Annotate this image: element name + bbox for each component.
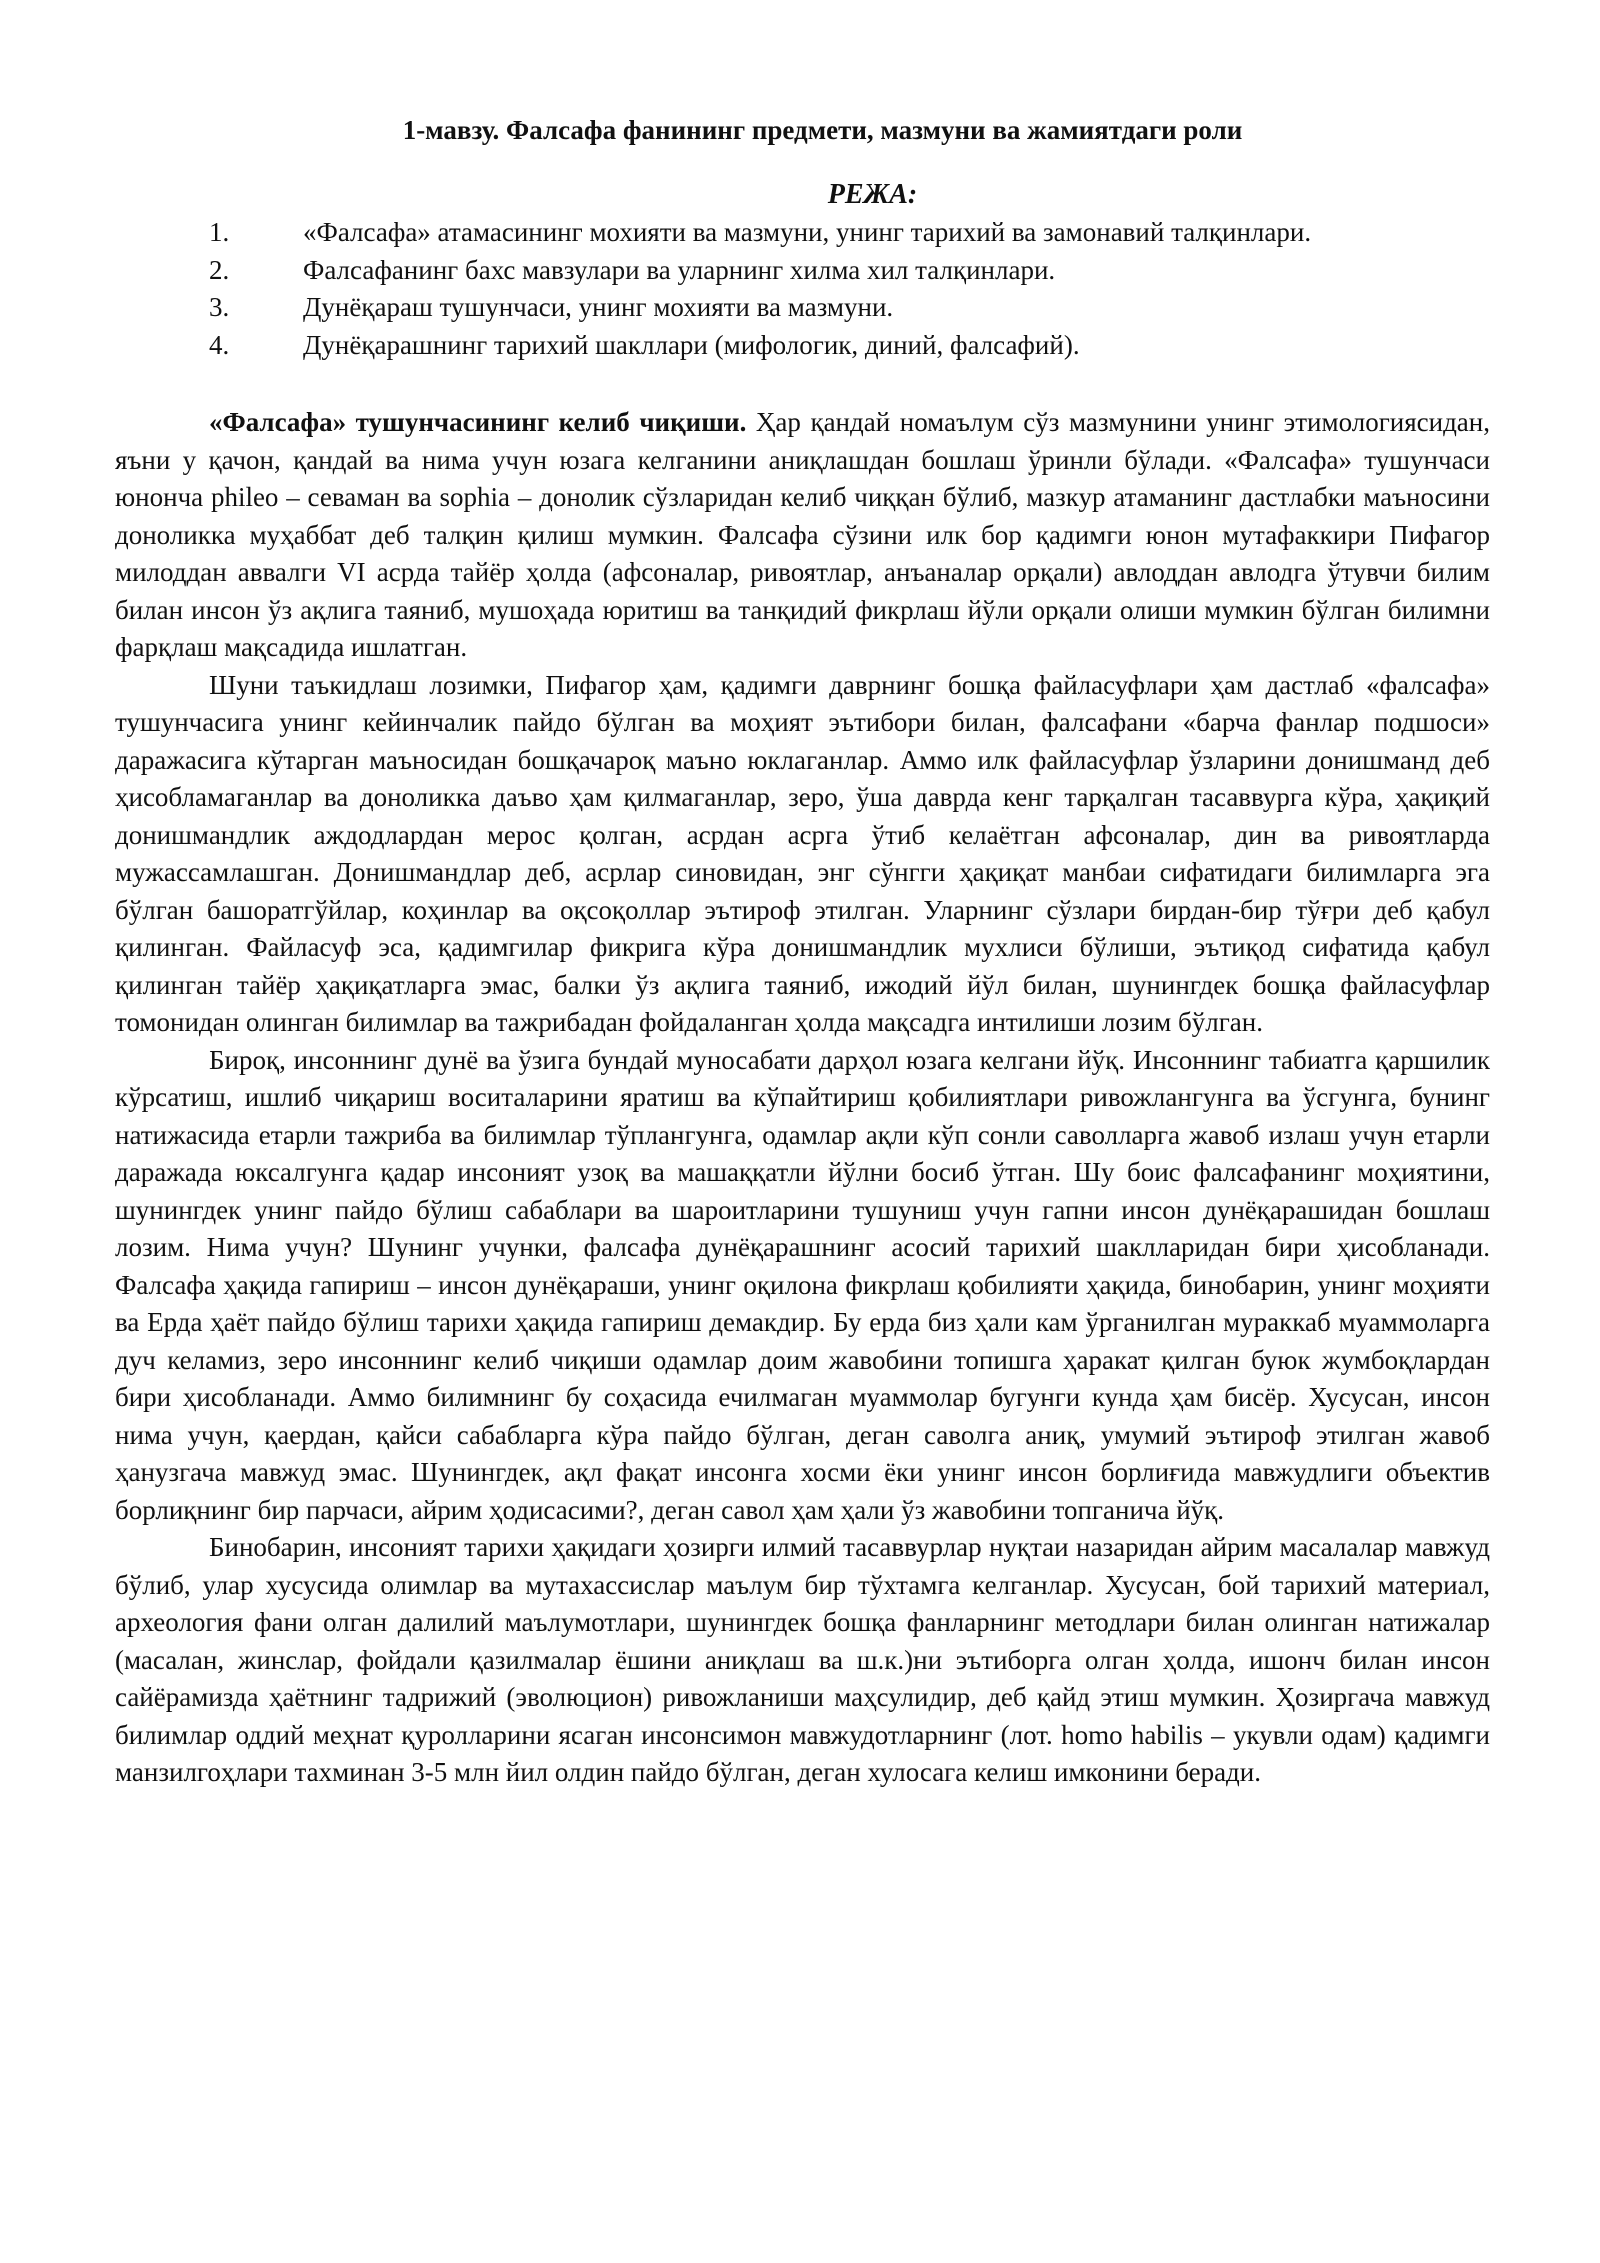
- document-content: [115, 112, 1490, 1792]
- plan-item-text: «Фалсафа» атамасининг мохияти ва мазмуни, унинг тарихий ва замонавий талқинлари.: [303, 217, 1312, 247]
- plan-item: [115, 327, 1490, 365]
- plan-item: [115, 214, 1490, 252]
- plan-list: [115, 214, 1490, 364]
- body-paragraph: [115, 1042, 1490, 1530]
- paragraph-text: Бинобарин, инсоният тарихи ҳақидаги ҳозирги илмий тасаввурлар нуқтаи назаридан айрим масалалар мавжуд бўлиб, улар хусусида олимлар ва мутахассислар маълум бир тўхтамга келганлар. Хусусан, бой тарихий материал, археология фани олган далилий маълумотлари, шунингдек бошқа фанларнинг методлари билан олинган натижалар (масалан, жинслар, фойдали қазилмалар ёшини аниқлаш ва ш.к.)ни эътиборга олган ҳолда, ишонч билан инсон сайёрамизда ҳаётнинг тадрижий (эволюцион) ривожланиши маҳсулидир, деб қайд этиш мумкин. Ҳозиргача мавжуд билимлар оддий меҳнат қуролларини ясаган инсонсимон мавжудотларнинг (лот. homo habilis – укувли одам) қадимги манзилгоҳлари тахминан 3-5 млн йил олдин пайдо бўлган, деган хулосага келиш имконини беради.: [115, 1532, 1490, 1787]
- plan-item: [115, 289, 1490, 327]
- plan-item: [115, 252, 1490, 290]
- paragraph-text: Шуни таъкидлаш лозимки, Пифагор ҳам, қадимги даврнинг бошқа файласуфлари ҳам дастлаб «фалсафа» тушунчасига унинг кейинчалик пайдо бўлган ва моҳият эътибори билан, фалсафани «барча фанлар подшоси» даражасига кўтарган маъносидан бошқачароқ маъно юклаганлар. Аммо илк файласуфлар ўзларини донишманд деб ҳисобламаганлар ва доноликка даъво ҳам қилмаганлар, зеро, ўша даврда кенг тарқалган тасаввурга кўра, ҳақиқий донишмандлик аждодлардан мерос қолган, асрдан асрга ўтиб келаётган афсоналар, дин ва ривоятларда мужассамлашган. Донишмандлар деб, асрлар синовидан, энг сўнгги ҳақиқат манбаи сифатидаги билимларга эга бўлган башоратгўйлар, коҳинлар ва оқсоқоллар эътироф этилган. Уларнинг сўзлари бирдан-бир тўғри деб қабул қилинган. Файласуф эса, қадимгилар фикрига кўра донишмандлик мухлиси бўлиши, эътиқод сифатида қабул қилинган тайёр ҳақиқатларга эмас, балки ўз ақлига таяниб, ижодий йўл билан, шунингдек бошқа файласуфлар томонидан олинган билимлар ва тажрибадан фойдаланган ҳолда мақсадга интилиши лозим бўлган.: [115, 669, 1490, 1037]
- plan-item-text: Фалсафанинг бахс мавзулари ва уларнинг хилма хил талқинлари.: [303, 254, 1056, 285]
- body-paragraph: [115, 1529, 1490, 1792]
- plan-item-number: 3.: [209, 292, 230, 322]
- plan-item-number: 2.: [209, 254, 230, 285]
- page-title: 1-мавзу. Фалсафа фанининг предмети, мазмуни ва жамиятдаги роли: [402, 115, 1243, 145]
- paragraph-text: Бироқ, инсоннинг дунё ва ўзига бундай муносабати дарҳол юзага келгани йўқ. Инсоннинг табиатга қаршилик кўрсатиш, ишлиб чиқариш воситаларини яратиш ва кўпайтириш қобилиятлари ривожлангунга ва ўсгунга, бунинг натижасида етарли тажриба ва билимлар тўплангунга, одамлар ақли кўп сонли саволларга жавоб излаш учун етарли даражада юксалгунга қадар инсоният узоқ ва машаққатли йўлни босиб ўтган. Шу боис фалсафанинг моҳиятини, шунингдек унинг пайдо бўлиш сабаблари ва шароитларини тушуниш учун гапни инсон дунёқарашидан бошлаш лозим. Нима учун? Шунинг учунки, фалсафа дунёқарашнинг асосий тарихий шаклларидан бири ҳисобланади. Фалсафа ҳақида гапириш – инсон дунёқараши, унинг оқилона фикрлаш қобилияти ҳақида, бинобарин, унинг моҳияти ва Ерда ҳаёт пайдо бўлиш тарихи ҳақида гапириш демакдир. Бу ерда биз ҳали кам ўрганилган мураккаб муаммоларга дуч келамиз, зеро инсоннинг келиб чиқиши одамлар доим жавобини топишга ҳаракат қилган буюк жумбоқлардан бири ҳисобланади. Аммо билимнинг бу соҳасида ечилмаган муаммолар бугунги кунда ҳам бисёр. Хусусан, инсон нима учун, қаердан, қайси сабабларга кўра пайдо бўлган, деган саволга аниқ, умумий эътироф этилган жавоб ҳанузгача мавжуд эмас. Шунингдек, ақл фақат инсонга хосми ёки унинг инсон борлиғида мавжудлиги объектив борлиқнинг бир парчаси, айрим ҳодисасими?, деган савол ҳам ҳали ўз жавобини топганича йўқ.: [115, 1044, 1490, 1525]
- plan-heading: РЕЖА:: [827, 179, 918, 210]
- plan-item-number: 4.: [209, 329, 230, 360]
- paragraph-text: Ҳар қандай номаълум сўз мазмунини унинг этимологиясидан, яъни у қачон, қандай ва нима учун юзага келганини аниқлашдан бошлаш ўринли бўлади. «Фалсафа» тушунчаси юнонча phileo – севаман ва sophia – донолик сўзларидан келиб чиққан бўлиб, мазкур атаманинг дастлабки маъносини доноликка муҳаббат деб талқин қилиш мумкин. Фалсафа сўзини илк бор қадимги юнон мутафаккири Пифагор милоддан аввалги VI асрда тайёр ҳолда (афсоналар, ривоятлар, анъаналар орқали) авлоддан авлодга ўтувчи билим билан инсон ўз ақлига таяниб, мушоҳада юритиш ва танқидий фикрлаш йўли орқали олиши мумкин бўлган билимни фарқлаш мақсадида ишлатган.: [115, 407, 1490, 662]
- section-lead-heading: «Фалсафа» тушунчасининг келиб чиқиши.: [209, 407, 747, 437]
- body-paragraph: [115, 404, 1490, 667]
- plan-item-number: 1.: [209, 217, 230, 247]
- plan-item-text: Дунёқараш тушунчаси, унинг мохияти ва мазмуни.: [303, 292, 894, 322]
- body-paragraph: [115, 667, 1490, 1042]
- plan-item-text: Дунёқарашнинг тарихий шакллари (мифологик, диний, фалсафий).: [303, 329, 1080, 360]
